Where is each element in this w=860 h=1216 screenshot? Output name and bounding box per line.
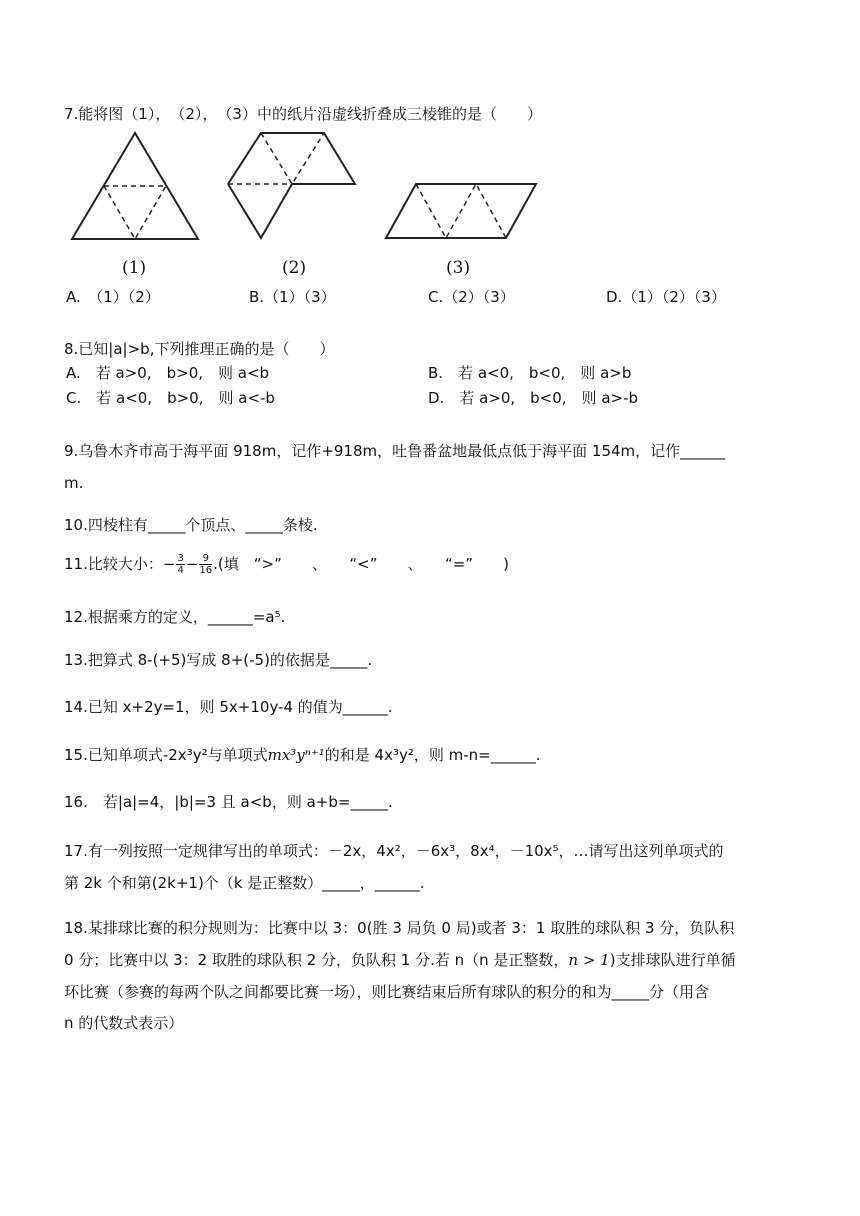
figure-1-triangle-net (60, 130, 210, 245)
q8-option-a: A. 若 a>0, b>0, 则 a<b (66, 364, 270, 382)
q13-text: 13.把算式 8-(+5)写成 8+(-5)的依据是_____. (64, 651, 373, 669)
figure-3-parallelogram-net (380, 180, 540, 245)
q17-line1: 17.有一列按照一定规律写出的单项式：－2x，4x²，－6x³，8x⁴，－10x⁵，…请写出这列单项式的 (64, 842, 724, 860)
figure-2-net (220, 130, 365, 245)
q7-stem: 7.能将图（1）， （2）， （3）中的纸片沿虚线折叠成三棱锥的是（ ） (64, 105, 542, 123)
q15-suffix: 的和是 4x³y²，则 m-n=______. (324, 746, 541, 764)
q12-text: 12.根据乘方的定义，______=a⁵. (64, 608, 286, 626)
q9-line2: m. (64, 474, 84, 492)
q18-line3: 环比赛（参赛的每两个队之间都要比赛一场），则比赛结束后所有球队的积分的和为_____分（用含 (64, 983, 710, 1001)
q11-suffix: .(填 “>” 、 “<” 、 “=” ) (213, 555, 509, 573)
q10-text: 10.四棱柱有_____个顶点、_____条棱. (64, 516, 318, 534)
q18-line4: n 的代数式表示） (64, 1014, 184, 1032)
q18-line2-b: )支排球队进行单循 (609, 951, 736, 969)
q9-line1: 9.乌鲁木齐市高于海平面 918m，记作+918m，吐鲁番盆地最低点低于海平面 154m，记作______ (64, 442, 726, 460)
q11-fraction-1: $\frac{3}{4}$ (177, 553, 184, 576)
q14-text: 14.已知 x+2y=1，则 5x+10y-4 的值为______. (64, 698, 393, 716)
q7-option-c: C.（2）（3） (428, 288, 515, 306)
q7-option-b: B.（1）（3） (249, 288, 336, 306)
q8-option-c: C. 若 a<0, b>0, 则 a<-b (66, 389, 275, 407)
q11-text: 11.比较大小：− $\frac{3}{4}$ − $\frac{9}{16}$ .(填 “>” 、 “<” 、 “=” ) (64, 553, 509, 576)
q8-option-d: D. 若 a>0, b<0, 则 a>-b (428, 389, 639, 407)
q15-text (64, 745, 541, 765)
q7-option-a: A. （1）（2） (66, 288, 160, 306)
q18-line1: 18.某排球比赛的积分规则为：比赛中以 3：0(胜 3 局负 0 局)或者 3：1 取胜的球队积 3 分，负队积 (64, 919, 735, 937)
figure-2-label: (2) (282, 258, 307, 278)
q18-line2-a: 0 分；比赛中以 3：2 取胜的球队积 2 分，负队积 1 分.若 n（n 是正整数， (64, 951, 569, 969)
q8-option-b: B. 若 a<0, b<0, 则 a>b (428, 364, 632, 382)
q8-stem: 8.已知|a|>b,下列推理正确的是（ ） (64, 340, 335, 358)
q16-text: 16. 若|a|=4，|b|=3 且 a<b，则 a+b=_____. (64, 793, 393, 811)
q18-line2 (64, 950, 736, 970)
q11-prefix: 11.比较大小： (64, 555, 163, 573)
q17-line2: 第 2k 个和第(2k+1)个（k 是正整数）_____，______. (64, 874, 425, 892)
figure-1-label: (1) (122, 258, 147, 278)
q18-inequality: n > 1 (568, 951, 610, 969)
q15-monomial: mx³yⁿ⁺¹ (267, 746, 325, 764)
q11-fraction-2: $\frac{9}{16}$ (199, 553, 213, 576)
q15-prefix: 15.已知单项式-2x³y²与单项式 (64, 746, 268, 764)
q7-option-d: D.（1）（2）（3） (606, 288, 726, 306)
figure-3-label: (3) (446, 258, 471, 278)
